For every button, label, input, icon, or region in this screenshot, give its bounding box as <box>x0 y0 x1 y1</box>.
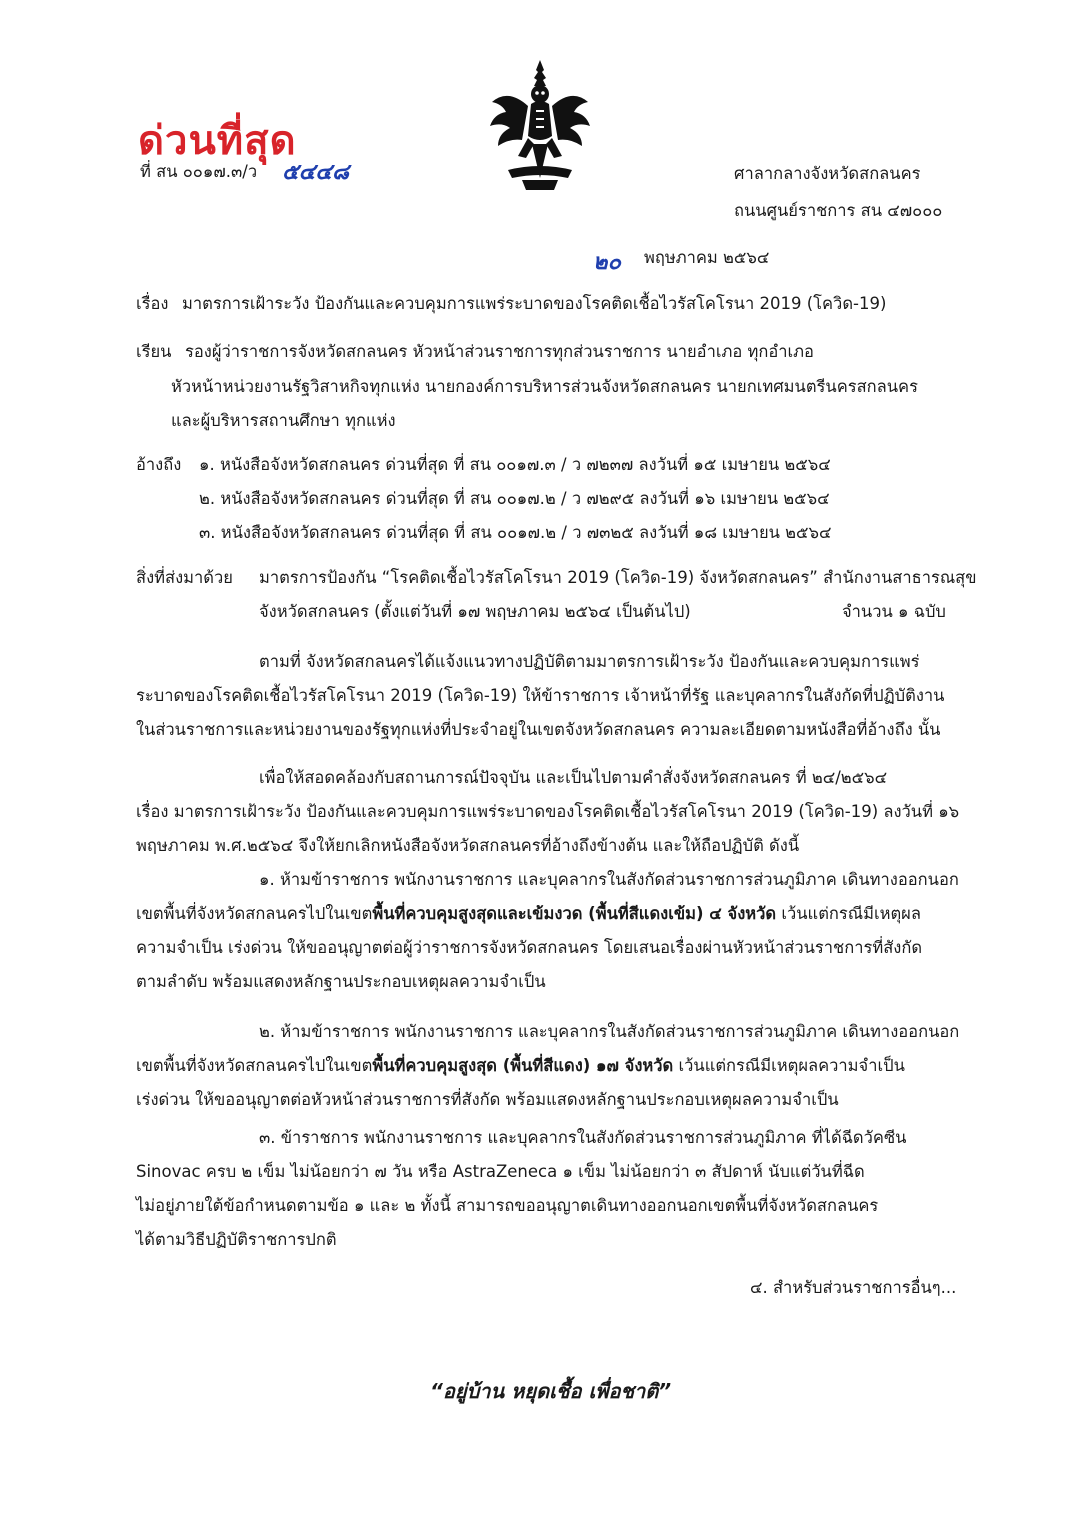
item-2-line-1: ๒. ห้ามข้าราชการ พนักงานราชการ และบุคลากรในสังกัดส่วนราชการส่วนภูมิภาค เดินทางออกนอก <box>259 1022 960 1041</box>
date-month-year: พฤษภาคม ๒๕๖๔ <box>644 248 770 267</box>
recipient-label: เรียน <box>136 342 172 361</box>
urgent-stamp: ด่วนที่สุด <box>138 118 297 164</box>
reference-item-2: ๒. หนังสือจังหวัดสกลนคร ด่วนที่สุด ที่ สน ๐๐๑๗.๒ / ว ๗๒๙๕ ลงวันที่ ๑๖ เมษายน ๒๕๖๔ <box>199 489 830 508</box>
body-paragraph-line: ในส่วนราชการและหน่วยงานของรัฐทุกแห่งที่ประจำอยู่ในเขตจังหวัดสกลนคร ความละเอียดตามหนังสือที่อ้างถึง นั้น <box>136 720 941 739</box>
item-3-line-3: ไม่อยู่ภายใต้ข้อกำหนดตามข้อ ๑ และ ๒ ทั้งนี้ สามารถขออนุญาตเดินทางออกนอกเขตพื้นที่จังหวัดสกลนคร <box>136 1196 879 1215</box>
references-label: อ้างถึง <box>136 455 182 474</box>
footer-slogan: “อยู่บ้าน หยุดเชื้อ เพื่อชาติ” <box>430 1379 672 1403</box>
recipient-line-2: หัวหน้าหน่วยงานรัฐวิสาหกิจทุกแห่ง นายกองค์การบริหารส่วนจังหวัดสกลนคร นายกเทศมนตรีนครสกลนคร <box>171 377 918 396</box>
recipient-line-1: รองผู้ว่าราชการจังหวัดสกลนคร หัวหน้าส่วนราชการทุกส่วนราชการ นายอำเภอ ทุกอำเภอ <box>185 342 814 361</box>
item-1-emphasis: พื้นที่ควบคุมสูงสุดและเข้มงวด (พื้นที่สีแดงเข้ม) ๔ จังหวัด <box>372 904 777 923</box>
enclosure-line-2: จังหวัดสกลนคร (ตั้งแต่วันที่ ๑๗ พฤษภาคม ๒๕๖๔ เป็นต้นไป) <box>259 602 691 621</box>
subject-text: มาตรการเฝ้าระวัง ป้องกันและควบคุมการแพร่ระบาดของโรคติดเชื้อไวรัสโคโรนา 2019 (โควิด-19) <box>182 294 887 313</box>
item-1-line-4: ตามลำดับ พร้อมแสดงหลักฐานประกอบเหตุผลความจำเป็น <box>136 972 546 991</box>
item-2-line-3: เร่งด่วน ให้ขออนุญาตต่อหัวหน้าส่วนราชการที่สังกัด พร้อมแสดงหลักฐานประกอบเหตุผลความจำเป็น <box>136 1090 839 1109</box>
reference-item-1: ๑. หนังสือจังหวัดสกลนคร ด่วนที่สุด ที่ สน ๐๐๑๗.๓ / ว ๗๒๓๗ ลงวันที่ ๑๕ เมษายน ๒๕๖๔ <box>199 455 831 474</box>
body-paragraph-line: พฤษภาคม พ.ศ.๒๕๖๔ จึงให้ยกเลิกหนังสือจังหวัดสกลนครที่อ้างถึงข้างต้น และให้ถือปฏิบัติ ดังนี้ <box>136 836 800 855</box>
document-number-handwritten: ๕๔๔๘ <box>282 160 349 185</box>
date-day-handwritten: ๒๐ <box>593 250 621 275</box>
recipient-line-3: และผู้บริหารสถานศึกษา ทุกแห่ง <box>171 411 396 430</box>
reference-item-3: ๓. หนังสือจังหวัดสกลนคร ด่วนที่สุด ที่ สน ๐๐๑๗.๒ / ว ๗๓๒๕ ลงวันที่ ๑๘ เมษายน ๒๕๖๔ <box>199 523 832 542</box>
body-paragraph-line: เพื่อให้สอดคล้องกับสถานการณ์ปัจจุบัน และเป็นไปตามคำสั่งจังหวัดสกลนคร ที่ ๒๔/๒๕๖๔ <box>259 768 888 787</box>
subject-label: เรื่อง <box>136 294 169 313</box>
body-paragraph-line: เรื่อง มาตรการเฝ้าระวัง ป้องกันและควบคุมการแพร่ระบาดของโรคติดเชื้อไวรัสโคโรนา 2019 (โควิด-19) ลงวันที่ ๑๖ <box>136 802 960 821</box>
item-2-emphasis: พื้นที่ควบคุมสูงสุด (พื้นที่สีแดง) ๑๗ จังหวัด <box>372 1056 674 1075</box>
item-3-line-4: ได้ตามวิธีปฏิบัติราชการปกติ <box>136 1230 337 1249</box>
body-paragraph-line: ระบาดของโรคติดเชื้อไวรัสโคโรนา 2019 (โควิด-19) ให้ข้าราชการ เจ้าหน้าที่รัฐ และบุคลากรในสังกัดที่ปฏิบัติงาน <box>136 686 945 705</box>
enclosure-count: จำนวน ๑ ฉบับ <box>842 602 946 621</box>
enclosure-line-1: มาตรการป้องกัน “โรคติดเชื้อไวรัสโคโรนา 2019 (โควิด-19) จังหวัดสกลนคร” สำนักงานสาธารณสุข <box>259 568 977 587</box>
item-1-line-3: ความจำเป็น เร่งด่วน ให้ขออนุญาตต่อผู้ว่าราชการจังหวัดสกลนคร โดยเสนอเรื่องผ่านหัวหน้าส่วนราชการที่สังกัด <box>136 938 923 957</box>
enclosure-label: สิ่งที่ส่งมาด้วย <box>136 568 233 587</box>
address-line-1: ศาลากลางจังหวัดสกลนคร <box>734 164 921 183</box>
page-continuation: ๔. สำหรับส่วนราชการอื่นๆ... <box>750 1278 957 1297</box>
item-3-line-1: ๓. ข้าราชการ พนักงานราชการ และบุคลากรในสังกัดส่วนราชการส่วนภูมิภาค ที่ได้ฉีดวัคซีน <box>259 1128 907 1147</box>
item-1-line-1: ๑. ห้ามข้าราชการ พนักงานราชการ และบุคลากรในสังกัดส่วนราชการส่วนภูมิภาค เดินทางออกนอก <box>259 870 959 889</box>
item-1-line-2: เขตพื้นที่จังหวัดสกลนครไปในเขตพื้นที่ควบคุมสูงสุดและเข้มงวด (พื้นที่สีแดงเข้ม) ๔ จังหวัด เว้นแต่กรณีมีเหตุผล <box>136 904 921 923</box>
address-line-2: ถนนศูนย์ราชการ สน ๔๗๐๐๐ <box>734 201 943 220</box>
item-2-line-2: เขตพื้นที่จังหวัดสกลนครไปในเขตพื้นที่ควบคุมสูงสุด (พื้นที่สีแดง) ๑๗ จังหวัด เว้นแต่กรณีมีเหตุผลความจำเป็น <box>136 1056 905 1075</box>
document-number: ที่ สน ๐๐๑๗.๓/ว <box>140 162 258 181</box>
item-3-line-2: Sinovac ครบ ๒ เข็ม ไม่น้อยกว่า ๗ วัน หรือ AstraZeneca ๑ เข็ม ไม่น้อยกว่า ๓ สัปดาห์ นับแต่วันที่ฉีด <box>136 1162 865 1181</box>
garuda-emblem-icon <box>488 58 592 193</box>
body-paragraph-line: ตามที่ จังหวัดสกลนครได้แจ้งแนวทางปฏิบัติตามมาตรการเฝ้าระวัง ป้องกันและควบคุมการแพร่ <box>259 652 920 671</box>
